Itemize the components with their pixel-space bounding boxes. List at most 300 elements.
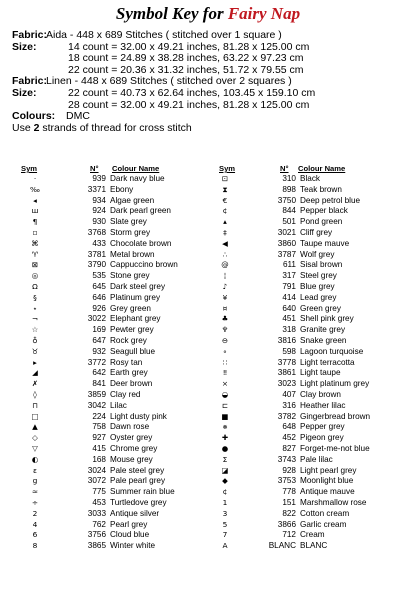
symbol-icon: 5 <box>222 519 228 529</box>
size-label: Size: <box>12 86 37 99</box>
colour-name: Cappuccino brown <box>110 260 178 270</box>
colour-row <box>22 422 222 433</box>
dmc-number: 822 <box>282 508 296 518</box>
colour-row <box>212 401 412 412</box>
symbol-icon: ♉ <box>31 346 39 356</box>
right-sym-header: Sym <box>219 164 236 173</box>
symbol-icon: ♆ <box>221 325 229 335</box>
dmc-number: 611 <box>282 260 296 270</box>
dmc-number: 3781 <box>87 249 106 259</box>
symbol-icon: ■ <box>221 411 229 421</box>
dmc-number: 415 <box>92 443 106 453</box>
colour-row <box>212 368 412 379</box>
symbol-icon: ÷ <box>31 497 39 507</box>
colour-name: BLANC <box>300 541 328 551</box>
colour-name: Clay red <box>110 389 141 399</box>
colours-value: DMC <box>66 110 90 123</box>
symbol-icon: ◆ <box>222 476 228 486</box>
symbol-icon: ▽ <box>32 443 38 453</box>
dmc-number: 3860 <box>277 238 296 248</box>
colour-row <box>22 530 222 541</box>
symbol-icon: 7 <box>222 530 228 540</box>
symbol-icon: 6 <box>32 530 38 540</box>
symbol-icon: ◎ <box>31 271 39 281</box>
colour-name: Pale steel grey <box>110 465 165 475</box>
colour-row <box>212 260 412 271</box>
symbol-icon: ⧗ <box>222 184 228 194</box>
symbol-icon: § <box>33 292 37 302</box>
right-name-header: Colour Name <box>298 164 346 173</box>
linen-size-28: 28 count = 32.00 x 49.21 inches, 81.28 x 125.00 cm <box>68 98 310 111</box>
dmc-number: 3753 <box>277 476 296 486</box>
colour-name: Seagull blue <box>110 346 156 356</box>
colour-row <box>22 336 222 347</box>
colour-name: Rock grey <box>110 335 147 345</box>
symbol-icon: ◪ <box>221 465 229 475</box>
colour-name: Cotton cream <box>300 508 350 518</box>
colour-row <box>22 228 222 239</box>
colour-row <box>22 347 222 358</box>
colour-row <box>22 401 222 412</box>
size-row-4 <box>12 88 408 100</box>
dmc-number: 535 <box>92 271 106 281</box>
dmc-number: 598 <box>282 346 296 356</box>
colour-name: Cloud blue <box>110 530 150 540</box>
colour-name: Snake green <box>300 335 347 345</box>
dmc-number: 3022 <box>87 314 106 324</box>
colour-name: Black <box>300 174 321 183</box>
dmc-number: 317 <box>282 271 296 281</box>
symbol-icon: ♣ <box>221 314 229 324</box>
colour-row <box>22 476 222 487</box>
symbol-icon: ⊠ <box>31 260 39 270</box>
dmc-number: 169 <box>92 325 106 335</box>
colour-row <box>212 239 412 250</box>
colour-name: Forget-me-not blue <box>300 443 370 453</box>
dmc-number: 712 <box>282 530 296 540</box>
colour-row <box>212 379 412 390</box>
dmc-number: 224 <box>92 411 106 421</box>
dmc-number: 407 <box>282 389 296 399</box>
colour-name: Moonlight blue <box>300 476 354 486</box>
dmc-number: 3778 <box>277 357 296 367</box>
colour-name: Teak brown <box>300 184 342 194</box>
dmc-number: 501 <box>282 217 296 227</box>
left-num-header: N° <box>90 164 99 173</box>
colour-row <box>22 509 222 520</box>
dmc-number: 451 <box>282 314 296 324</box>
colour-row <box>212 487 412 498</box>
colour-name: Blue grey <box>300 281 335 291</box>
colour-name: Heather lilac <box>300 400 346 410</box>
fabric-info <box>12 30 408 134</box>
symbol-icon: ♪ <box>222 281 228 291</box>
symbol-icon: ✗ <box>31 379 39 389</box>
colour-name: Light taupe <box>300 368 341 378</box>
colour-name: Lead grey <box>300 292 337 302</box>
dmc-number: 453 <box>92 497 106 507</box>
left-sym-header: Sym <box>21 164 38 173</box>
dmc-number: 3750 <box>277 195 296 205</box>
colour-name: Earth grey <box>110 368 148 378</box>
colour-name: Deer brown <box>110 379 153 389</box>
dmc-number: 414 <box>282 292 296 302</box>
colour-row <box>212 325 412 336</box>
colour-name: Stone grey <box>110 271 150 281</box>
colour-row <box>22 520 222 531</box>
dmc-number: 3033 <box>87 508 106 518</box>
symbol-icon: □ <box>31 411 39 421</box>
dmc-number: 3371 <box>87 184 106 194</box>
colour-row <box>22 368 222 379</box>
colour-row <box>22 293 222 304</box>
colour-name: Mouse grey <box>110 454 153 464</box>
colour-row <box>212 250 412 261</box>
symbol-icon: 3 <box>222 508 228 518</box>
symbol-icon: ⊖ <box>221 335 229 345</box>
symbol-icon: ш <box>31 206 39 216</box>
colour-row <box>212 455 412 466</box>
symbol-icon: ▸ <box>33 357 37 367</box>
colour-row <box>22 260 222 271</box>
fabric-label: Fabric: <box>12 29 48 41</box>
fabric-linen-text: Linen - 448 x 689 Stitches ( stitched over 2 squares ) <box>46 75 292 88</box>
colour-name: Dark steel grey <box>110 281 166 291</box>
colour-name: Gingerbread brown <box>300 411 371 421</box>
dmc-number: 3756 <box>87 530 106 540</box>
colour-name: Granite grey <box>300 325 346 335</box>
symbol-icon: ◇ <box>32 433 38 443</box>
dmc-number: 3772 <box>87 357 106 367</box>
colour-name: Platinum grey <box>110 292 161 302</box>
dmc-number: 898 <box>282 184 296 194</box>
colour-name: Dawn rose <box>110 422 150 432</box>
colour-name: Grey green <box>110 303 151 313</box>
symbol-icon: ⊓ <box>32 400 38 410</box>
colour-name: Marshmallow rose <box>300 497 367 507</box>
colour-row <box>22 239 222 250</box>
symbol-icon: ∷ <box>222 357 228 367</box>
symbol-icon: ⊡ <box>221 174 229 183</box>
dmc-number: 648 <box>282 422 296 432</box>
colour-name: Steel grey <box>300 271 337 281</box>
colour-name: Storm grey <box>110 227 151 237</box>
colour-name: Pale pearl grey <box>110 476 166 486</box>
colour-row <box>212 271 412 282</box>
colour-name: Algae green <box>110 195 155 205</box>
dmc-number: 926 <box>92 303 106 313</box>
colour-name: Elephant grey <box>110 314 161 324</box>
symbol-icon: ♁ <box>32 335 38 345</box>
symbol-icon: ◊ <box>33 389 37 399</box>
symbol-icon: ⋆ <box>32 303 38 313</box>
dmc-number: 939 <box>92 174 106 183</box>
colour-row <box>22 196 222 207</box>
symbol-icon: ▲ <box>32 422 38 432</box>
symbol-icon: ⊏ <box>221 400 229 410</box>
symbol-icon: ⨳ <box>222 422 228 432</box>
symbol-icon: ◒ <box>221 389 229 399</box>
colour-name: Taupe mauve <box>300 238 350 248</box>
colour-row <box>212 466 412 477</box>
fabric-aida-text: Aida - 448 x 689 Stitches ( stitched over 1 square ) <box>46 29 282 41</box>
colour-row <box>212 185 412 196</box>
colour-row <box>212 336 412 347</box>
colour-name: Garlic cream <box>300 519 347 529</box>
dmc-number: 3072 <box>87 476 106 486</box>
dmc-number: 3787 <box>277 249 296 259</box>
colour-name: Light terracotta <box>300 357 355 367</box>
colour-row <box>212 390 412 401</box>
colour-row <box>212 433 412 444</box>
dmc-number: 924 <box>92 206 106 216</box>
colour-row <box>22 185 222 196</box>
colour-row <box>22 498 222 509</box>
colour-row <box>22 433 222 444</box>
use-suffix: strands of thread for cross stitch <box>39 121 192 134</box>
symbol-icon: ¦ <box>223 271 227 281</box>
colour-row <box>22 304 222 315</box>
colour-row <box>22 282 222 293</box>
aida-size-14: 14 count = 32.00 x 49.21 inches, 81.28 x 125.00 cm <box>68 40 310 53</box>
symbol-icon: ¥ <box>222 292 228 302</box>
title-main: Symbol Key for <box>115 4 228 23</box>
colour-row <box>212 498 412 509</box>
dmc-number: 3866 <box>277 519 296 529</box>
dmc-number: 316 <box>282 400 296 410</box>
colour-row <box>22 455 222 466</box>
colour-name: Turtledove grey <box>110 497 167 507</box>
symbol-icon: ◢ <box>32 368 38 378</box>
colour-name: Green grey <box>300 303 341 313</box>
dmc-number: 762 <box>92 519 106 529</box>
dmc-number: 930 <box>92 217 106 227</box>
dmc-number: 928 <box>282 465 296 475</box>
colour-row <box>22 444 222 455</box>
dmc-number: 844 <box>282 206 296 216</box>
symbol-icon: ¶ <box>32 217 38 227</box>
colour-name: Wolf grey <box>300 249 335 259</box>
symbol-icon: A <box>222 541 228 551</box>
symbol-icon: € <box>222 195 228 205</box>
colour-row <box>212 476 412 487</box>
colour-name: Pewter grey <box>110 325 154 335</box>
colour-row <box>212 174 412 185</box>
colour-row <box>212 228 412 239</box>
colour-name: Pigeon grey <box>300 433 344 443</box>
colour-row <box>22 174 222 185</box>
thread-instruction <box>12 123 408 135</box>
colour-name: Dark pearl green <box>110 206 171 216</box>
symbol-icon: ‰ <box>30 184 40 194</box>
dmc-number: 3816 <box>277 335 296 345</box>
colour-row <box>22 314 222 325</box>
symbol-icon: ♈ <box>31 249 39 259</box>
symbol-icon: ∴ <box>222 249 228 259</box>
dmc-number: 433 <box>92 238 106 248</box>
symbol-icon: 1 <box>222 497 228 507</box>
right-num-header: N° <box>280 164 289 173</box>
colour-name: Clay brown <box>300 389 341 399</box>
colour-row <box>22 390 222 401</box>
colour-row <box>212 422 412 433</box>
symbol-icon: 2 <box>32 508 38 518</box>
colour-name: Pepper black <box>300 206 348 216</box>
dmc-number: 927 <box>92 433 106 443</box>
colour-row <box>22 206 222 217</box>
symbol-icon: ▫ <box>32 227 38 237</box>
symbol-icon: ◀ <box>222 238 228 248</box>
symbol-icon: × <box>221 379 229 389</box>
colour-name: Metal brown <box>110 249 155 259</box>
colour-row <box>22 217 222 228</box>
colour-row <box>212 509 412 520</box>
symbol-icon: 4 <box>32 519 38 529</box>
dmc-number: 647 <box>92 335 106 345</box>
colour-row <box>22 325 222 336</box>
linen-size-22: 22 count = 40.73 x 62.64 inches, 103.45 x 159.10 cm <box>68 86 316 99</box>
dmc-number: 3790 <box>87 260 106 270</box>
use-prefix: Use <box>12 121 34 134</box>
dmc-number: 3023 <box>277 379 296 389</box>
colour-row <box>212 314 412 325</box>
colour-name: Chocolate brown <box>110 238 172 248</box>
symbol-icon: ● <box>221 443 229 453</box>
colour-row <box>22 487 222 498</box>
dmc-number: 168 <box>92 454 106 464</box>
colour-name: Winter white <box>110 541 156 551</box>
colour-name: Oyster grey <box>110 433 153 443</box>
colour-row <box>22 379 222 390</box>
symbol-icon: ≈ <box>31 487 39 497</box>
colour-row <box>212 347 412 358</box>
symbol-icon: ☆ <box>31 325 39 335</box>
symbol-icon: @ <box>221 260 229 270</box>
symbol-icon: Ω <box>32 281 38 291</box>
dmc-number: 3768 <box>87 227 106 237</box>
dmc-number: 151 <box>282 497 296 507</box>
page-title <box>0 4 416 24</box>
left-name-header: Colour Name <box>112 164 160 173</box>
colour-row <box>212 520 412 531</box>
colour-name: Light dusty pink <box>110 411 167 421</box>
colour-name: Deep petrol blue <box>300 195 361 205</box>
colour-name: Shell pink grey <box>300 314 354 324</box>
symbol-icon: ‼ <box>223 368 227 378</box>
colour-name: Rosy tan <box>110 357 143 367</box>
colour-row <box>212 304 412 315</box>
dmc-number: 778 <box>282 487 296 497</box>
colour-row <box>22 250 222 261</box>
dmc-number: 318 <box>282 325 296 335</box>
colour-row <box>212 217 412 228</box>
symbol-icon: ◐ <box>31 454 39 464</box>
colour-name: Pearl grey <box>110 519 148 529</box>
title-accent: Fairy Nap <box>227 4 301 23</box>
dmc-number: 310 <box>282 174 296 183</box>
colours-label: Colours: <box>12 110 56 123</box>
colour-row <box>212 206 412 217</box>
dmc-number: 3782 <box>277 411 296 421</box>
symbol-icon: ⌘ <box>31 238 39 248</box>
dmc-number: 791 <box>282 281 296 291</box>
dmc-number: 934 <box>92 195 106 205</box>
colour-name: Cream <box>300 530 325 540</box>
colour-row <box>212 282 412 293</box>
colour-name: Antique silver <box>110 508 160 518</box>
colour-row <box>22 466 222 477</box>
colour-name: Light pearl grey <box>300 465 357 475</box>
symbol-icon: ¢ <box>222 487 228 497</box>
colour-row <box>22 358 222 369</box>
dmc-number: 3861 <box>277 368 296 378</box>
colour-name: Slate grey <box>110 217 147 227</box>
dmc-number: 646 <box>92 292 106 302</box>
fabric-label: Fabric: <box>12 75 48 88</box>
dmc-number: 758 <box>92 422 106 432</box>
colour-name: Cliff grey <box>300 227 333 237</box>
right-colour-table <box>212 174 412 552</box>
dmc-number: 3743 <box>277 454 296 464</box>
dmc-number: 3024 <box>87 465 106 475</box>
colour-row <box>212 530 412 541</box>
colour-name: Dark navy blue <box>110 174 165 183</box>
symbol-icon: ε <box>33 465 37 475</box>
colour-row <box>22 271 222 282</box>
dmc-number: 3021 <box>277 227 296 237</box>
colour-row <box>212 412 412 423</box>
dmc-number: 3859 <box>87 389 106 399</box>
left-colour-table <box>22 174 222 552</box>
colour-row <box>212 196 412 207</box>
symbol-icon: ▴ <box>223 217 227 227</box>
colour-name: Ebony <box>110 184 134 194</box>
symbol-icon: ‡ <box>223 227 227 237</box>
strand-count: 2 <box>33 121 40 134</box>
symbol-icon: ∘ <box>222 346 228 356</box>
colour-name: Pale lilac <box>300 454 333 464</box>
colour-row <box>22 412 222 423</box>
dmc-number: 452 <box>282 433 296 443</box>
symbol-icon: ¢ <box>222 206 228 216</box>
dmc-number: 932 <box>92 346 106 356</box>
symbol-icon: Σ <box>222 454 228 464</box>
aida-size-22: 22 count = 20.36 x 31.32 inches, 51.72 x 79.55 cm <box>68 63 304 76</box>
symbol-icon: ¤ <box>222 303 228 313</box>
colour-name: Lagoon turquoise <box>300 346 364 356</box>
fabric-aida-row <box>12 30 408 42</box>
dmc-number: 645 <box>92 281 106 291</box>
dmc-number: 841 <box>92 379 106 389</box>
colour-row <box>212 444 412 455</box>
colour-row <box>212 358 412 369</box>
colour-name: Chrome grey <box>110 443 158 453</box>
colour-name: Pond green <box>300 217 343 227</box>
colour-name: Sisal brown <box>300 260 343 270</box>
dmc-number: BLANC <box>268 541 296 551</box>
colour-name: Antique mauve <box>300 487 355 497</box>
dmc-number: 775 <box>92 487 106 497</box>
symbol-icon: g <box>32 476 38 486</box>
colour-row <box>212 541 412 552</box>
dmc-number: 827 <box>282 443 296 453</box>
colour-name: Pepper grey <box>300 422 345 432</box>
colour-row <box>22 541 222 552</box>
dmc-number: 640 <box>282 303 296 313</box>
dmc-number: 3042 <box>87 400 106 410</box>
colour-row <box>212 293 412 304</box>
symbol-icon: ¬ <box>31 314 39 324</box>
